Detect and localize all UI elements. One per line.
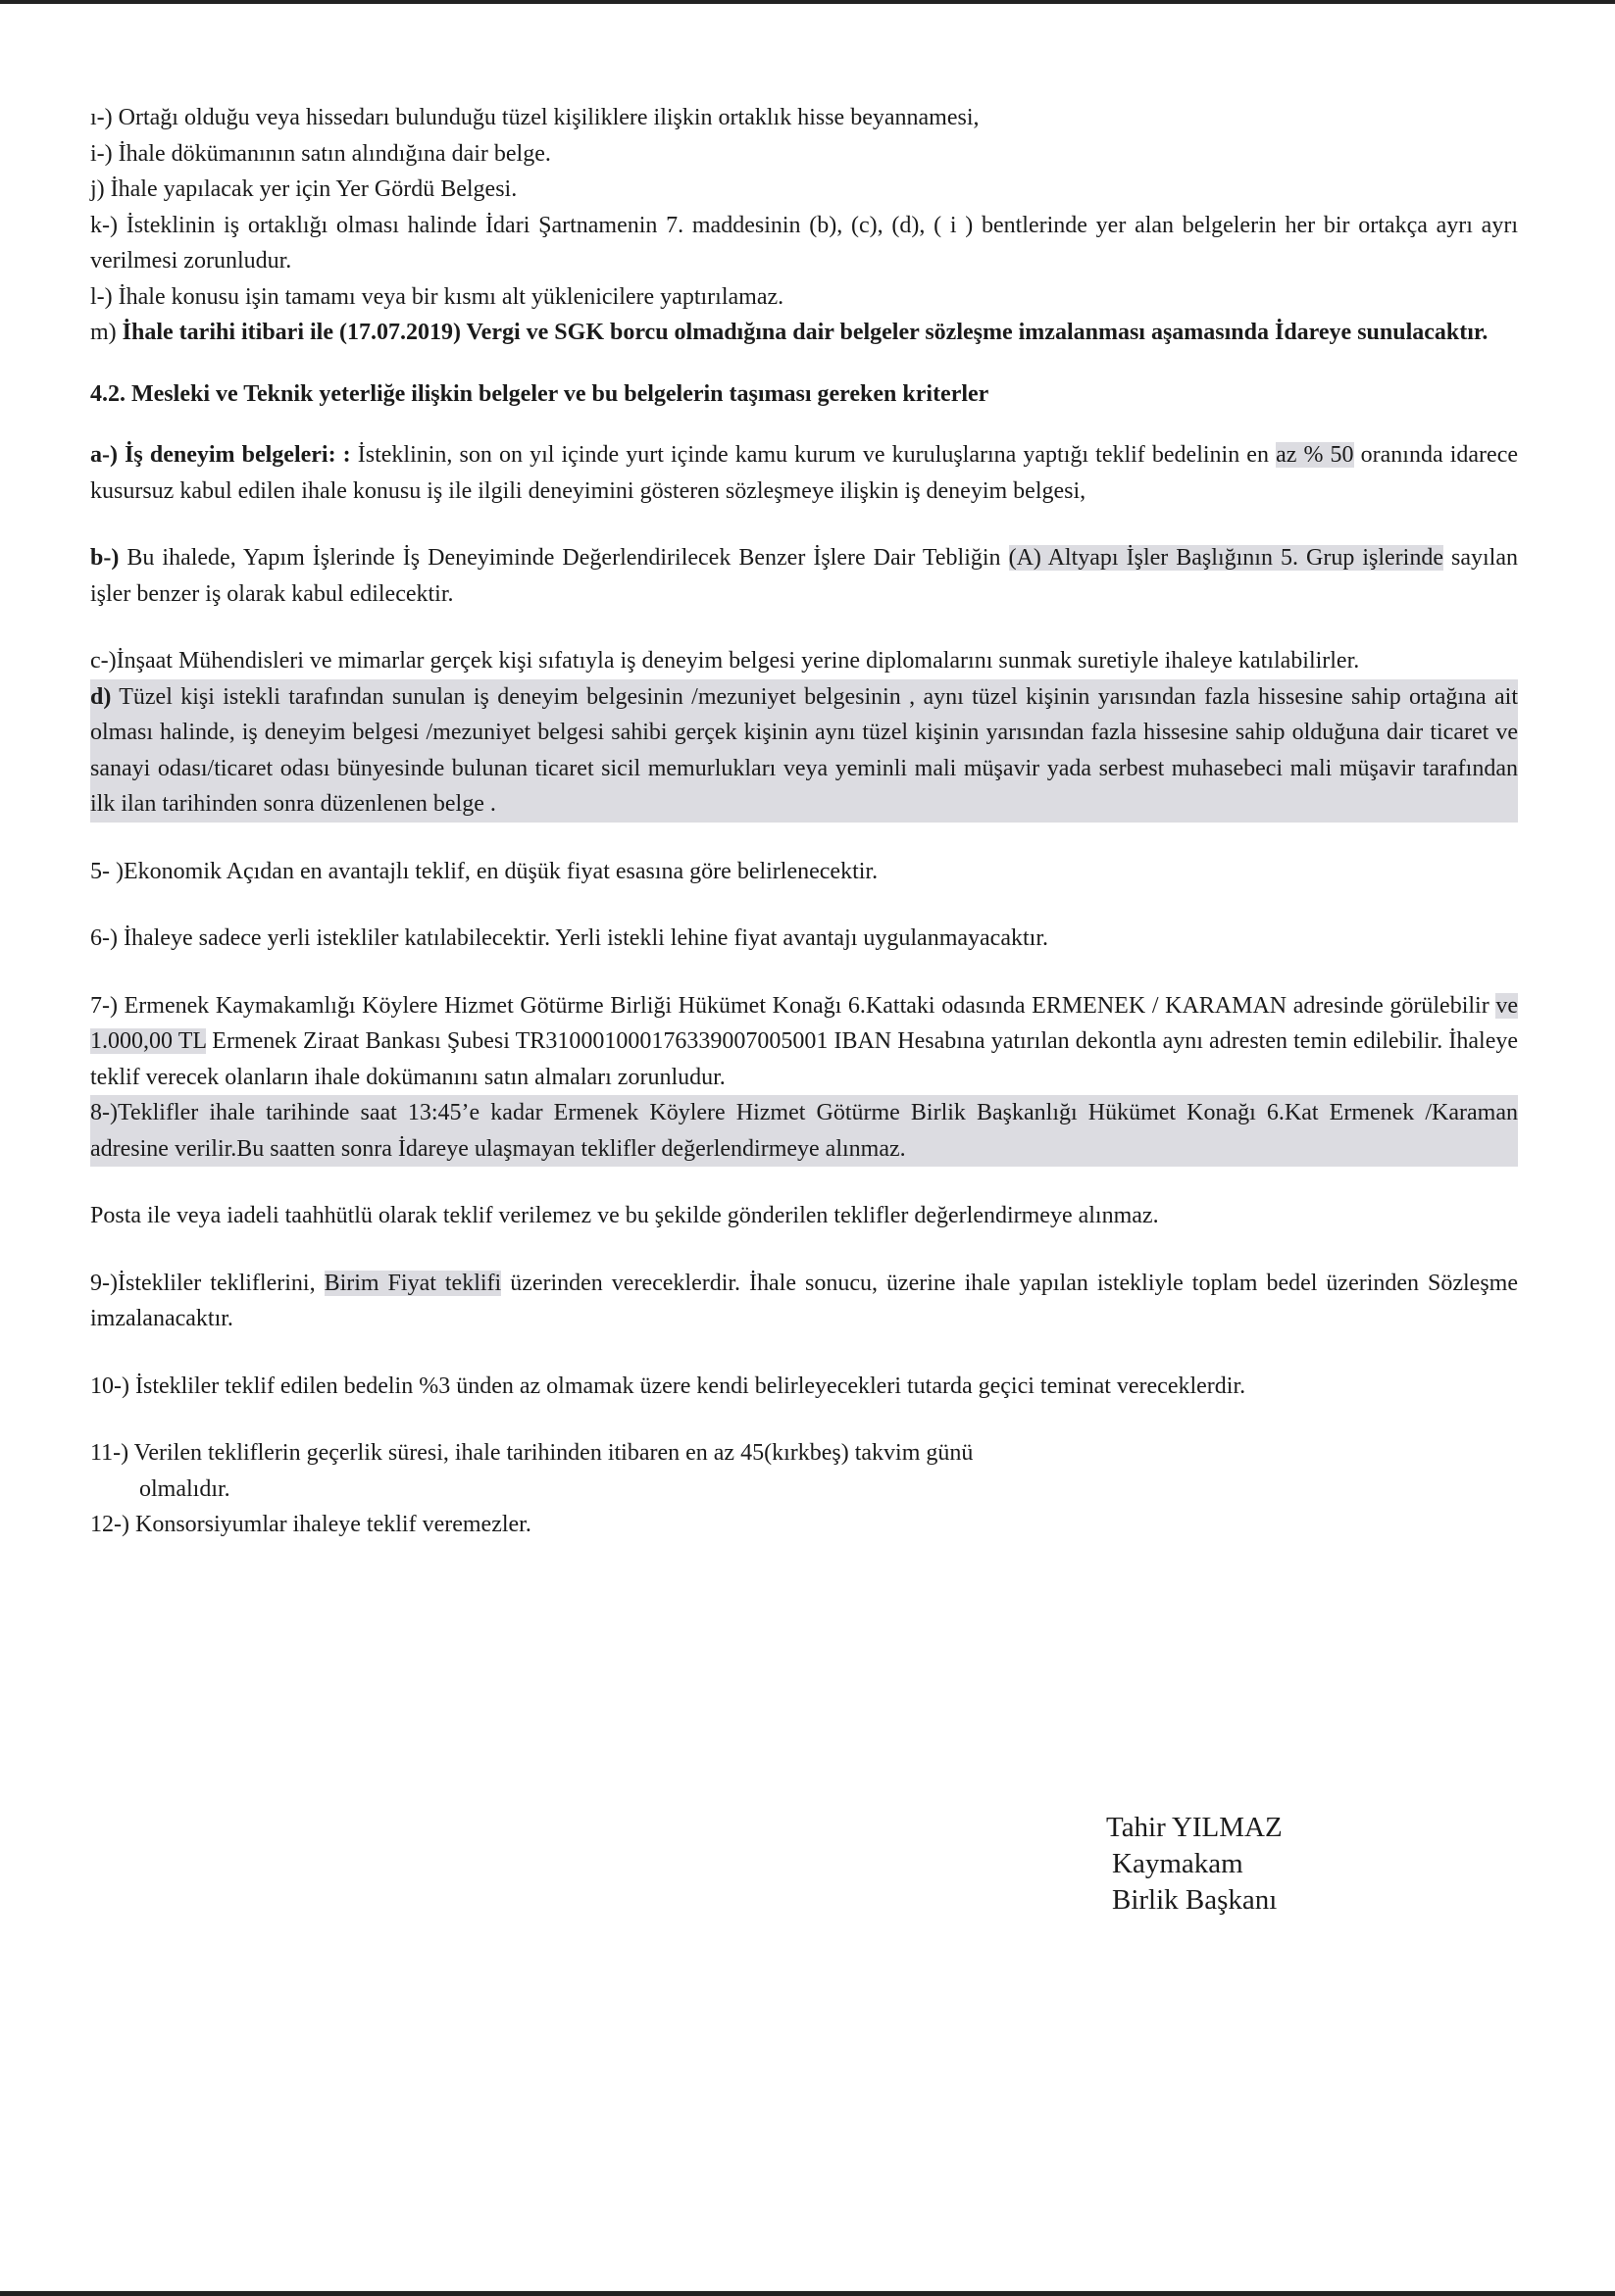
clause-11-continued: olmalıdır. (139, 1475, 230, 1502)
item-k: k-) İsteklinin iş ortaklığı olması halinde İdari Şartnamenin 7. maddesinin (b), (c), (d), ( i ) bentlerinde yer alan belgelerin her bir ortakça ayrı ayrı verilmesi zorunludur. (90, 212, 1518, 274)
signatory-name: Tahir YILMAZ (1106, 1812, 1283, 1843)
clause-7-text: 7-) Ermenek Kaymakamlığı Köylere Hizmet Götürme Birliği Hükümet Konağı 6.Kattaki odasında ERMENEK / KARAMAN adresinde görülebilir (90, 992, 1496, 1019)
paragraph-b-text-end: sayılan işler benzer iş olarak kabul edilecektir. (90, 545, 1519, 607)
item-l: l-) İhale konusu işin tamamı veya bir kısmı alt yüklenicilere yaptırılamaz. (90, 283, 784, 310)
highlight-az-50: az % 50 (1276, 442, 1354, 468)
clause-7 (90, 988, 1518, 1096)
paragraph-b-label: b-) (90, 545, 120, 571)
paragraph-a-text-end: oranında idarece kusursuz kabul edilen ihale konusu iş ile ilgili deneyimini gösteren sözleşmeye ilişkin iş deneyim belgesi, (90, 442, 1518, 504)
scan-top-border (0, 0, 1615, 4)
item-m (90, 315, 1518, 351)
item-i-dotless: ı-) Ortağı olduğu veya hissedarı bulunduğu tüzel kişiliklere ilişkin ortaklık hisse beyannamesi, (90, 105, 980, 130)
paragraph-b (90, 540, 1518, 612)
clause-9-text-end: üzerinden vereceklerdir. İhale sonucu, üzerine ihale yapılan istekliyle toplam bedel üzerinden Sözleşme imzalanacaktır. (90, 1270, 1518, 1331)
item-j: j) İhale yapılacak yer için Yer Gördü Belgesi. (90, 176, 518, 202)
document-body (90, 100, 1518, 1543)
highlight-birim-fiyat: Birim Fiyat teklifi (324, 1270, 502, 1296)
paragraph-d-label: d) (90, 683, 112, 710)
paragraph-d (90, 679, 1518, 823)
signatory-title: Kaymakam (1112, 1848, 1243, 1879)
clause-7-text-end: Ermenek Ziraat Bankası Şubesi TR310001000176339007005001 IBAN Hesabına yatırılan dekontla aynı adresten temin edilebilir. İhaleye teklif verecek olanların ihale dokümanını satın almaları zorunludur. (90, 1028, 1518, 1090)
signatory-role: Birlik Başkanı (1112, 1884, 1278, 1916)
paragraph-d-text: Tüzel kişi istekli tarafından sunulan iş deneyim belgesinin /mezuniyet belgesinin , aynı tüzel kişinin yarısından fazla hissesine sahip ortağına ait olması halinde, iş deneyim belgesi /mezuniyet belgesi sahibi gerçek kişinin aynı tüzel kişinin yarısından fazla hissesine sahip olduğuna dair ticaret ve sanayi odası/ticaret odası bünyesinde bulunan ticaret sicil memurlukları veya yeminli mali müşavir yada serbest muhasebeci mali müşavir tarafından ilk ilan tarihinden sonra düzenlenen belge . (90, 683, 1518, 817)
item-m-prefix: m) (90, 320, 123, 345)
clause-5: 5- )Ekonomik Açıdan en avantajlı teklif, en düşük fiyat esasına göre belirlenecektir. (90, 858, 879, 884)
paragraph-b-text: Bu ihalede, Yapım İşlerinde İş Deneyiminde Değerlendirilecek Benzer İşlere Dair Tebliğin (119, 545, 1009, 571)
clause-6: 6-) İhaleye sadece yerli istekliler katılabilecektir. Yerli istekli lehine fiyat avantajı uygulanmayacaktır. (90, 925, 1048, 951)
scan-bottom-border (0, 2291, 1615, 2296)
clause-11: 11-) Verilen tekliflerin geçerlik süresi, ihale tarihinden itibaren en az 45(kırkbeş) takvim günü (90, 1440, 974, 1466)
section-4-2-heading: 4.2. Mesleki ve Teknik yeterliğe ilişkin belgeler ve bu belgelerin taşıması gereken kriterler (90, 380, 989, 407)
clause-9 (90, 1266, 1518, 1337)
item-m-bold-text: İhale tarihi itibari ile (17.07.2019) Vergi ve SGK borcu olmadığına dair belgeler sözleşme imzalanması aşamasında İdareye sunulacaktır. (122, 320, 1489, 345)
highlight-altyapi-isler: (A) Altyapı İşler Başlığının 5. Grup işlerinde (1008, 545, 1443, 571)
paragraph-a (90, 437, 1518, 509)
clause-10: 10-) İstekliler teklif edilen bedelin %3 ünden az olmamak üzere kendi belirleyecekleri tutarda geçici teminat vereceklerdir. (90, 1373, 1246, 1399)
clause-9-text: 9-)İstekliler tekliflerini, (90, 1270, 325, 1296)
postal-note: Posta ile veya iadeli taahhütlü olarak teklif verilemez ve bu şekilde gönderilen teklifler değerlendirmeye alınmaz. (90, 1203, 1159, 1228)
clause-12: 12-) Konsorsiyumlar ihaleye teklif veremezler. (90, 1512, 531, 1537)
clause-8: 8-)Teklifler ihale tarihinde saat 13:45’e kadar Ermenek Köylere Hizmet Götürme Birlik Başkanlığı Hükümet Konağı 6.Kat Ermenek /Karaman adresine verilir.Bu saatten sonra İdareye ulaşmayan teklifler değerlendirmeye alınmaz. (90, 1095, 1518, 1167)
paragraph-c: c-)İnşaat Mühendisleri ve mimarlar gerçek kişi sıfatıyla iş deneyim belgesi yerine diplomalarını sunmak suretiyle ihaleye katılabilirler. (90, 648, 1360, 674)
signature-block (1106, 1810, 1283, 1919)
highlight-fee: ve 1.000,00 TL (90, 992, 1518, 1054)
item-i: i-) İhale dökümanının satın alındığına dair belge. (90, 140, 551, 167)
paragraph-a-text: İsteklinin, son on yıl içinde yurt içinde kamu kurum ve kuruluşlarına yaptığı teklif bedelinin en (350, 442, 1277, 468)
paragraph-a-label: a-) İş deneyim belgeleri: : (90, 442, 351, 468)
